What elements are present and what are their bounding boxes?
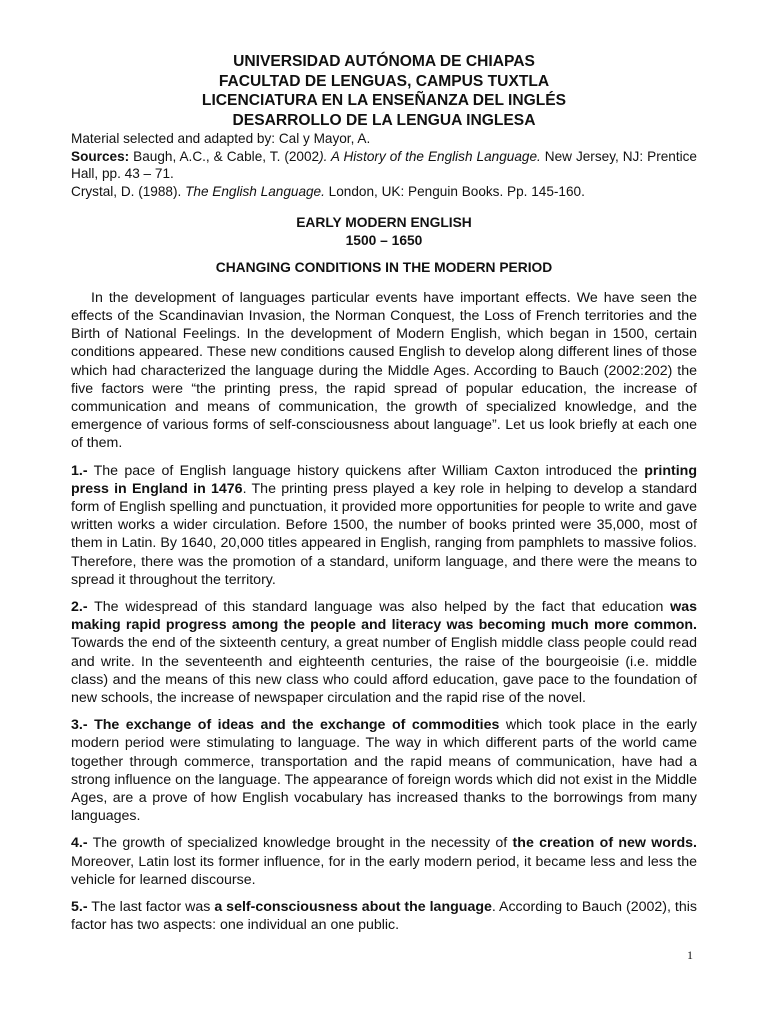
source-1-year-close: ).	[319, 148, 331, 164]
factor-3-number: 3.-	[71, 717, 88, 734]
source-1-authors: Baugh, A.C., & Cable, T. (2002	[129, 148, 320, 164]
section-title-period: EARLY MODERN ENGLISH	[296, 215, 472, 230]
section-title-conditions: CHANGING CONDITIONS IN THE MODERN PERIOD	[215, 260, 553, 276]
source-2-authors: Crystal, D. (1988).	[71, 183, 186, 199]
source-1-title: A History of the English Language.	[330, 148, 541, 164]
factor-1-paragraph	[71, 462, 697, 589]
source-1-publisher: New Jersey, NJ: Prentice Hall, pp. 43 – 71.	[71, 148, 697, 181]
factor-1-number: 1.-	[71, 462, 88, 479]
course-heading: DESARROLLO DE LA LENGUA INGLESA	[232, 111, 536, 129]
factor-5-text-b: . According to Bauch (2002), this factor has two aspects: one individual an one public.	[71, 899, 697, 934]
factor-4-number: 4.-	[71, 835, 88, 852]
source-2-title: The English Language.	[185, 183, 325, 199]
factor-4-bold: the creation of new words.	[512, 835, 697, 852]
factor-3-text-b: which took place in the early modern period were stimulating to language. The way in which different parts of the world came together through commerce, transportation and the rapid means of communication, have had a strong influence on the language. The appearance of foreign words which did not exist in the Middle Ages, are a prove of how English vocabulary has increased thanks to the borrowings from many languages.	[71, 717, 697, 825]
adapted-by-line: Material selected and adapted by: Cal y Mayor, A.	[71, 131, 371, 146]
factor-1-text-b: . The printing press played a key role in helping to develop a standard form of English spelling and punctuation, it provided more opportunities for people to write and gave written works a wider circulation. Before 1500, the number of books printed were 35,000, most of them in Latin. By 1640, 20,000 titles appeared in English, ranging from pamphlets to massive folios. Therefore, there was the promotion of a standard, uniform language, and there were the means to spread it throughout the territory.	[71, 480, 697, 588]
factor-5-bold: a self-consciousness about the language	[214, 899, 492, 916]
factor-5-number: 5.-	[71, 899, 88, 916]
factor-2-text-b: Towards the end of the sixteenth century, a great number of English middle class people could read and write. In the seventeenth and eighteenth centuries, the raise of the bourgeoisie (i.e. middle class) and the means of this new class who could afford education, gave pace to the foundation of new schools, the increase of newspaper circulation and the rapid rise of the novel.	[71, 635, 697, 707]
source-2	[71, 183, 697, 201]
factor-1-bold: printing press in England in 1476	[71, 462, 697, 497]
section-title-dates: 1500 – 1650	[345, 232, 423, 248]
factor-1-text-a: The pace of English language history quickens after William Caxton introduced the	[87, 462, 645, 479]
factor-3-paragraph	[71, 716, 697, 825]
factor-2-bold: was making rapid progress among the people and literacy was becoming much more common.	[71, 599, 697, 634]
faculty-heading: FACULTAD DE LENGUAS, CAMPUS TUXTLA	[218, 72, 550, 90]
factor-2-number: 2.-	[71, 599, 88, 616]
factor-2-paragraph	[71, 598, 697, 707]
factor-4-text-a: The growth of specialized knowledge brought in the necessity of	[87, 835, 513, 852]
factor-4-text-b: Moreover, Latin lost its former influence, for in the early modern period, it became less and less the vehicle for learned discourse.	[71, 853, 697, 888]
source-2-publisher: London, UK: Penguin Books. Pp. 145-160.	[324, 183, 585, 199]
factor-5-paragraph	[71, 898, 697, 934]
sources-label: Sources:	[71, 148, 130, 164]
intro-paragraph: In the development of languages particular events have important effects. We have seen the effects of the Scandinavian Invasion, the Norman Conquest, the Loss of French territories and the Birth of National Feelings. In the development of Modern English, which began in 1500, certain conditions appeared. These new conditions caused English to develop along different lines of those which had characterized the language during the Middle Ages. According to Bauch (2002:202) the five factors were “the printing press, the rapid spread of popular education, the increase of communication and means of communication, the growth of specialized knowledge, and the emergence of various forms of self-consciousness about language”. Let us look briefly at each one of them.	[71, 289, 697, 452]
factor-2-text-a: The widespread of this standard language was also helped by the fact that education	[87, 599, 671, 616]
factor-3-bold: The exchange of ideas and the exchange of commodities	[87, 717, 500, 734]
university-heading: UNIVERSIDAD AUTÓNOMA DE CHIAPAS	[233, 53, 535, 70]
factor-4-paragraph	[71, 834, 697, 889]
factor-5-text-a: The last factor was	[87, 899, 215, 916]
degree-heading: LICENCIATURA EN LA ENSEÑANZA DEL INGLÉS	[201, 92, 567, 109]
document-page	[71, 52, 697, 934]
source-1	[71, 148, 697, 183]
page-number: 1	[687, 948, 693, 962]
